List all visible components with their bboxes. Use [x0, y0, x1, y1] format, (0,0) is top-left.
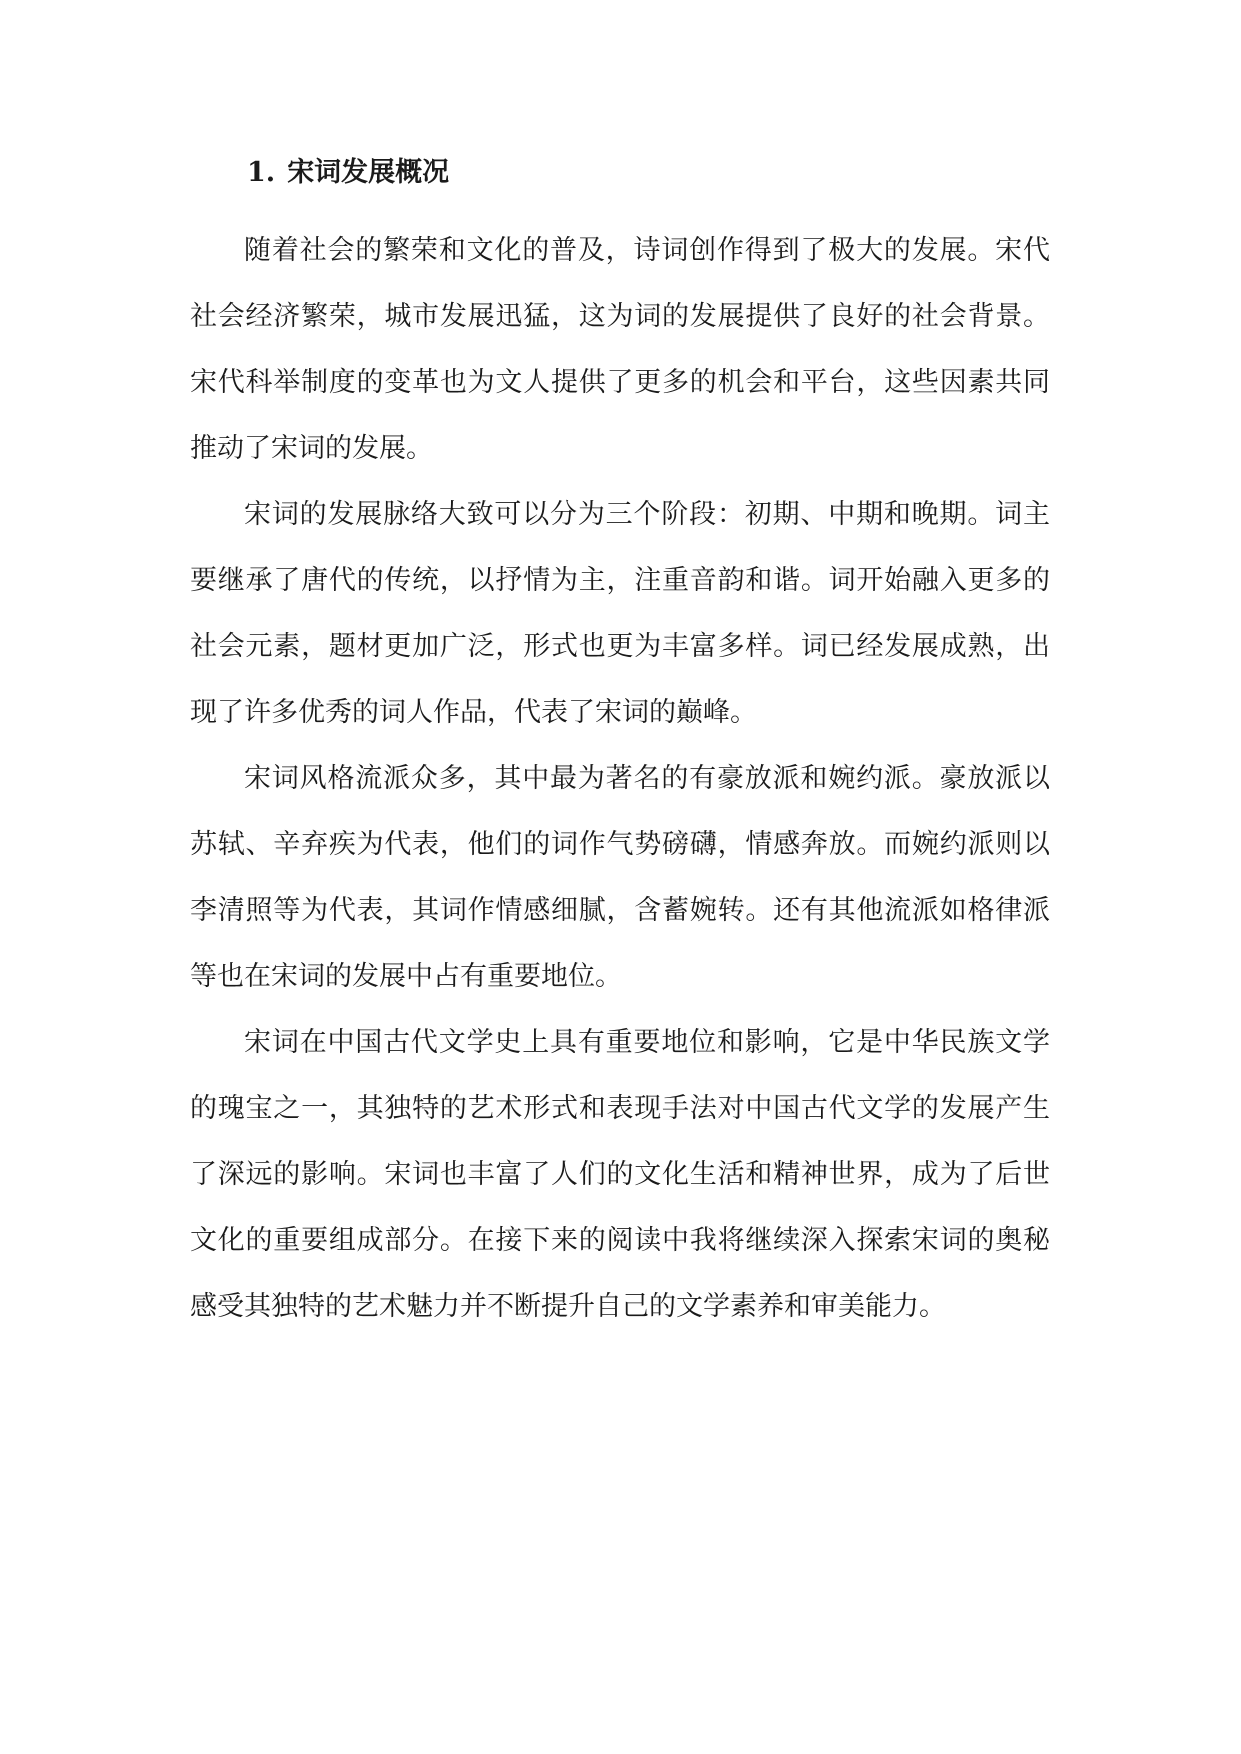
paragraph-schools: 宋词风格流派众多，其中最为著名的有豪放派和婉约派。豪放派以苏轼、辛弃疾为代表，他们的词作气势磅礴，情感奔放。而婉约派则以李清照等为代表，其词作情感细腻，含蓄婉转。还有其他流派如格律派等也在宋词的发展中占有重要地位。	[190, 763, 1050, 992]
section-heading	[247, 153, 449, 193]
section-number: 1.	[247, 157, 276, 188]
section-title: 宋词发展概况	[287, 157, 450, 188]
paragraph-influence: 宋词在中国古代文学史上具有重要地位和影响，它是中华民族文学的瑰宝之一，其独特的艺术形式和表现手法对中国古代文学的发展产生了深远的影响。宋词也丰富了人们的文化生活和精神世界，成为了后世文化的重要组成部分。在接下来的阅读中我将继续深入探索宋词的奥秘感受其独特的艺术魅力并不断提升自己的文学素养和审美能力。	[190, 1027, 1050, 1322]
body-text	[190, 218, 1050, 1340]
paragraph-background: 随着社会的繁荣和文化的普及，诗词创作得到了极大的发展。宋代社会经济繁荣，城市发展迅猛，这为词的发展提供了良好的社会背景。宋代科举制度的变革也为文人提供了更多的机会和平台，这些因素共同推动了宋词的发展。	[190, 235, 1050, 464]
paragraph-stages: 宋词的发展脉络大致可以分为三个阶段：初期、中期和晚期。词主要继承了唐代的传统，以抒情为主，注重音韵和谐。词开始融入更多的社会元素，题材更加广泛，形式也更为丰富多样。词已经发展成熟，出现了许多优秀的词人作品，代表了宋词的巅峰。	[190, 499, 1050, 728]
